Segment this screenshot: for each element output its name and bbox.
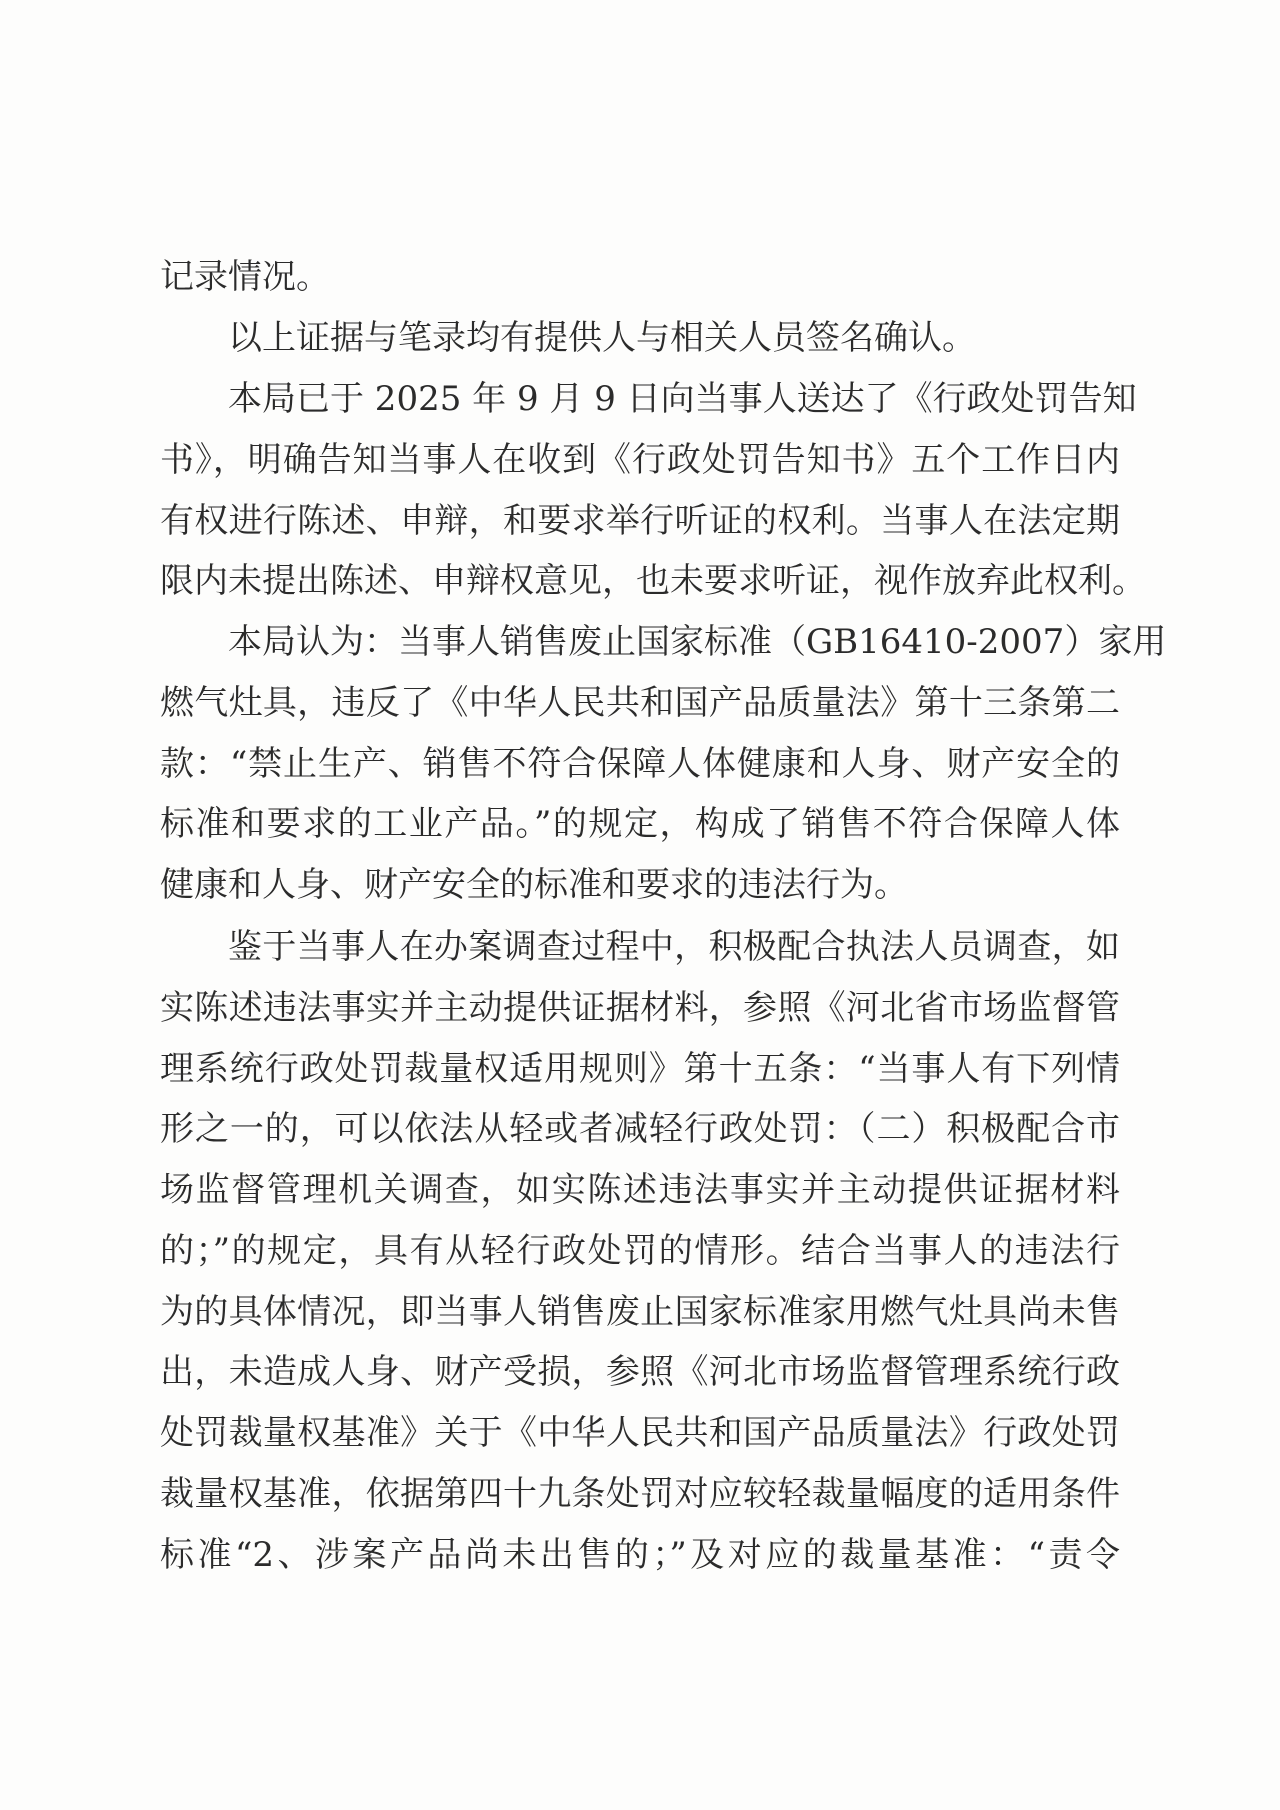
text-line: 有权进行陈述、申辩，和要求举行听证的权利。当事人在法定期 xyxy=(160,501,1120,541)
text-line: 限内未提出陈述、申辩权意见，也未要求听证，视作放弃此权利。 xyxy=(160,561,1146,601)
text-line: 实陈述违法事实并主动提供证据材料，参照《河北省市场监督管 xyxy=(160,988,1120,1028)
text-line: 为的具体情况，即当事人销售废止国家标准家用燃气灶具尚未售 xyxy=(160,1292,1120,1332)
text-line: 处罚裁量权基准》关于《中华人民共和国产品质量法》行政处罚 xyxy=(160,1413,1120,1453)
text-line: 出，未造成人身、财产受损，参照《河北市场监督管理系统行政 xyxy=(160,1352,1120,1392)
text-line: 标准和要求的工业产品。”的规定，构成了销售不符合保障人体 xyxy=(160,804,1120,844)
text-line: 燃气灶具，违反了《中华人民共和国产品质量法》第十三条第二 xyxy=(160,683,1120,723)
text-line: 的；”的规定，具有从轻行政处罚的情形。结合当事人的违法行 xyxy=(160,1231,1120,1271)
text-line: 书》，明确告知当事人在收到《行政处罚告知书》五个工作日内 xyxy=(160,440,1120,480)
text-line: 理系统行政处罚裁量权适用规则》第十五条：“当事人有下列情 xyxy=(160,1049,1120,1089)
text-line: 健康和人身、财产安全的标准和要求的违法行为。 xyxy=(160,865,908,905)
text-line: 裁量权基准，依据第四十九条处罚对应较轻裁量幅度的适用条件 xyxy=(160,1474,1120,1514)
text-line: 场监督管理机关调查，如实陈述违法事实并主动提供证据材料 xyxy=(160,1170,1120,1210)
text-line: 记录情况。 xyxy=(160,257,330,297)
text-line: 鉴于当事人在办案调查过程中，积极配合执法人员调查，如 xyxy=(228,927,1120,967)
text-line: 以上证据与笔录均有提供人与相关人员签名确认。 xyxy=(228,318,976,358)
text-line: 形之一的，可以依法从轻或者减轻行政处罚：（二）积极配合市 xyxy=(160,1109,1120,1149)
text-line: 本局认为：当事人销售废止国家标准（GB16410-2007）家用 xyxy=(228,622,1167,662)
text-line: 本局已于 2025 年 9 月 9 日向当事人送达了《行政处罚告知 xyxy=(228,379,1137,419)
text-line: 款：“禁止生产、销售不符合保障人体健康和人身、财产安全的 xyxy=(160,744,1120,784)
text-line: 标准“2、涉案产品尚未出售的；”及对应的裁量基准：“责令 xyxy=(160,1535,1120,1575)
